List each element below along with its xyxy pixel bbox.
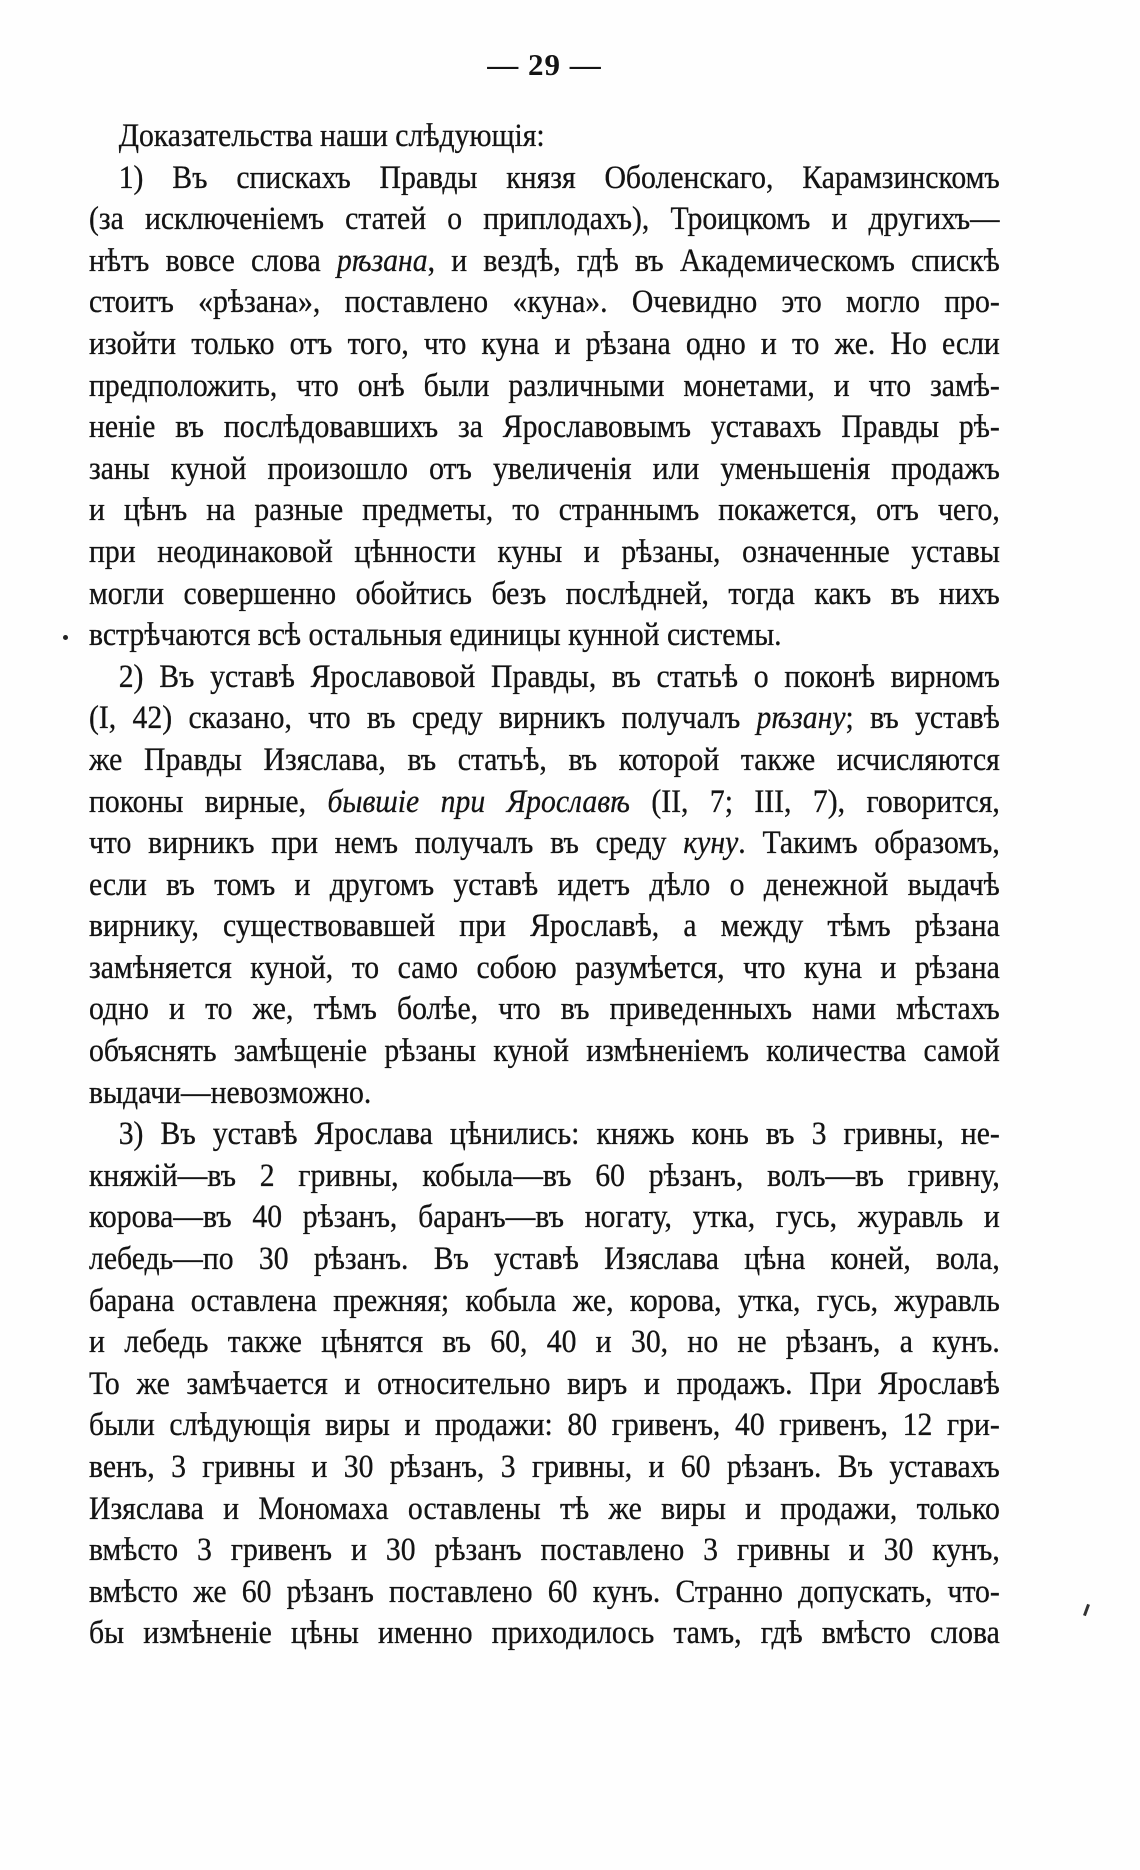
line-text: Доказательства наши слѣдующія: xyxy=(118,118,545,154)
line-text: объяснять замѣщеніе рѣзаны куной измѣненіемъ количества самой xyxy=(89,1033,1000,1070)
line-text: Изяслава и Мономаха оставлены тѣ же виры и продажи, только xyxy=(89,1490,1000,1527)
text-line xyxy=(89,1447,1000,1489)
text-line xyxy=(89,1156,1000,1198)
text-line xyxy=(89,698,1000,740)
text-line xyxy=(89,1530,1000,1572)
line-text: могли совершенно обойтись безъ послѣдней, тогда какъ въ нихъ xyxy=(89,575,1000,612)
page-body xyxy=(89,116,1000,1655)
line-text: что вирникъ при немъ получалъ въ среду xyxy=(89,825,684,862)
text-line xyxy=(89,782,1000,824)
line-text: были слѣдующія виры и продажи: 80 гривенъ, 40 гривенъ, 12 гри- xyxy=(89,1407,1000,1444)
text-line xyxy=(89,989,1000,1031)
text-line xyxy=(89,1322,1000,1364)
line-text: То же замѣчается и относительно виръ и продажъ. При Ярославѣ xyxy=(89,1365,1000,1402)
line-text: (II, 7; III, 7), говорится, xyxy=(629,783,1000,820)
line-text: лебедь—по 30 рѣзанъ. Въ уставѣ Изяслава цѣна коней, вола, xyxy=(89,1241,1000,1278)
line-text: и лебедь также цѣнятся въ 60, 40 и 30, но не рѣзанъ, а кунъ. xyxy=(89,1324,1000,1361)
line-text: вирнику, существовавшей при Ярославѣ, а между тѣмъ рѣзана xyxy=(89,908,1000,945)
line-text: . Такимъ образомъ, xyxy=(738,825,1000,862)
text-line xyxy=(89,532,1000,574)
line-text: княжій—въ 2 гривны, кобыла—въ 60 рѣзанъ, волъ—въ гривну, xyxy=(89,1157,1000,1194)
text-line xyxy=(89,740,1000,782)
scan-speck-dot xyxy=(63,635,68,640)
line-text: 2) Въ уставѣ Ярославовой Правды, въ статьѣ о поконѣ вирномъ xyxy=(118,658,1000,695)
line-text: (за исключеніемъ статей о приплодахъ), Троицкомъ и другихъ— xyxy=(89,201,1000,238)
text-line xyxy=(89,1114,1000,1156)
text-line xyxy=(89,1364,1000,1406)
paragraph-2 xyxy=(89,657,1000,1115)
text-line xyxy=(89,948,1000,990)
line-text: же Правды Изяслава, въ статьѣ, въ которой также исчисляются xyxy=(89,741,1000,778)
text-line xyxy=(89,1031,1000,1073)
line-text: встрѣчаются всѣ остальныя единицы кунной системы. xyxy=(89,617,782,654)
line-text: поконы вирные, xyxy=(89,783,328,820)
line-text: 1) Въ спискахъ Правды князя Оболенскаго, Карамзинскомъ xyxy=(118,159,1000,196)
line-text: при неодинаковой цѣнности куны и рѣзаны, означенные уставы xyxy=(89,533,1000,570)
text-line xyxy=(89,1405,1000,1447)
text-line xyxy=(89,574,1000,616)
text-line xyxy=(89,1489,1000,1531)
line-text: венъ, 3 гривны и 30 рѣзанъ, 3 гривны, и 60 рѣзанъ. Въ уставахъ xyxy=(89,1449,1000,1485)
text-line xyxy=(89,1073,1000,1115)
italic-term: бывшіе при Ярославѣ xyxy=(327,783,630,820)
line-text: , и вездѣ, гдѣ въ Академическомъ спискѣ xyxy=(427,242,1000,279)
paragraph-1 xyxy=(89,158,1000,657)
text-line xyxy=(89,324,1000,366)
text-line xyxy=(89,657,1000,699)
italic-term: куну xyxy=(683,825,739,862)
text-line xyxy=(89,158,1000,200)
line-text: неніе въ послѣдовавшихъ за Ярославовымъ уставахъ Правды рѣ- xyxy=(89,409,1000,446)
text-line xyxy=(89,1613,1000,1655)
text-line xyxy=(89,1281,1000,1323)
text-line xyxy=(89,116,1000,158)
text-line xyxy=(89,1197,1000,1239)
text-line xyxy=(89,906,1000,948)
line-text: нѣтъ вовсе слова xyxy=(89,242,337,279)
text-line xyxy=(89,1572,1000,1614)
text-line xyxy=(89,865,1000,907)
line-text: корова—въ 40 рѣзанъ, баранъ—въ ногату, утка, гусь, журавль и xyxy=(89,1199,1000,1236)
text-line xyxy=(89,823,1000,865)
line-text: вмѣсто 3 гривенъ и 30 рѣзанъ поставлено 3 гривны и 30 кунъ, xyxy=(89,1532,1000,1569)
line-text: если въ томъ и другомъ уставѣ идетъ дѣло о денежной выдачѣ xyxy=(89,866,1000,903)
line-text: изойти только отъ того, что куна и рѣзана одно и то же. Но если xyxy=(89,325,1000,362)
line-text: заны куной произошло отъ увеличенія или уменьшенія продажъ xyxy=(89,450,1000,487)
scan-speck-mark xyxy=(1083,1604,1090,1616)
paragraph-3 xyxy=(89,1114,1000,1655)
italic-term: рѣзана xyxy=(336,242,428,279)
italic-term: рѣзану xyxy=(756,700,846,737)
line-text: и цѣнъ на разные предметы, то страннымъ покажется, отъ чего, xyxy=(89,492,1000,529)
line-text: стоитъ «рѣзана», поставлено «куна». Очевидно это могло про- xyxy=(89,284,1000,321)
line-text: одно и то же, тѣмъ болѣе, что въ приведенныхъ нами мѣстахъ xyxy=(89,991,1000,1028)
line-text: замѣняется куной, то само собою разумѣется, что куна и рѣзана xyxy=(89,949,1000,986)
text-line xyxy=(89,490,1000,532)
text-line xyxy=(89,449,1000,491)
line-text: предположить, что онѣ были различными монетами, и что замѣ- xyxy=(89,367,1000,404)
line-text: вмѣсто же 60 рѣзанъ поставлено 60 кунъ. Странно допускать, что- xyxy=(89,1573,1000,1610)
paragraph-intro xyxy=(89,116,1000,158)
line-text: бы измѣненіе цѣны именно приходилось тамъ, гдѣ вмѣсто слова xyxy=(89,1615,1000,1652)
line-text: ; въ уставѣ xyxy=(845,700,1000,737)
text-line xyxy=(89,366,1000,408)
line-text: 3) Въ уставѣ Ярослава цѣнились: княжь конь въ 3 гривны, не- xyxy=(118,1116,1000,1153)
text-line xyxy=(89,199,1000,241)
text-line xyxy=(89,241,1000,283)
page-number: — 29 — xyxy=(487,47,602,82)
text-line xyxy=(89,407,1000,449)
text-line xyxy=(89,1239,1000,1281)
text-line xyxy=(89,282,1000,324)
line-text: барана оставлена прежняя; кобыла же, корова, утка, гусь, журавль xyxy=(89,1282,1000,1319)
text-line xyxy=(89,615,1000,657)
line-text: (I, 42) сказано, что въ среду вирникъ получалъ xyxy=(89,700,757,737)
line-text: выдачи—невозможно. xyxy=(89,1074,372,1111)
